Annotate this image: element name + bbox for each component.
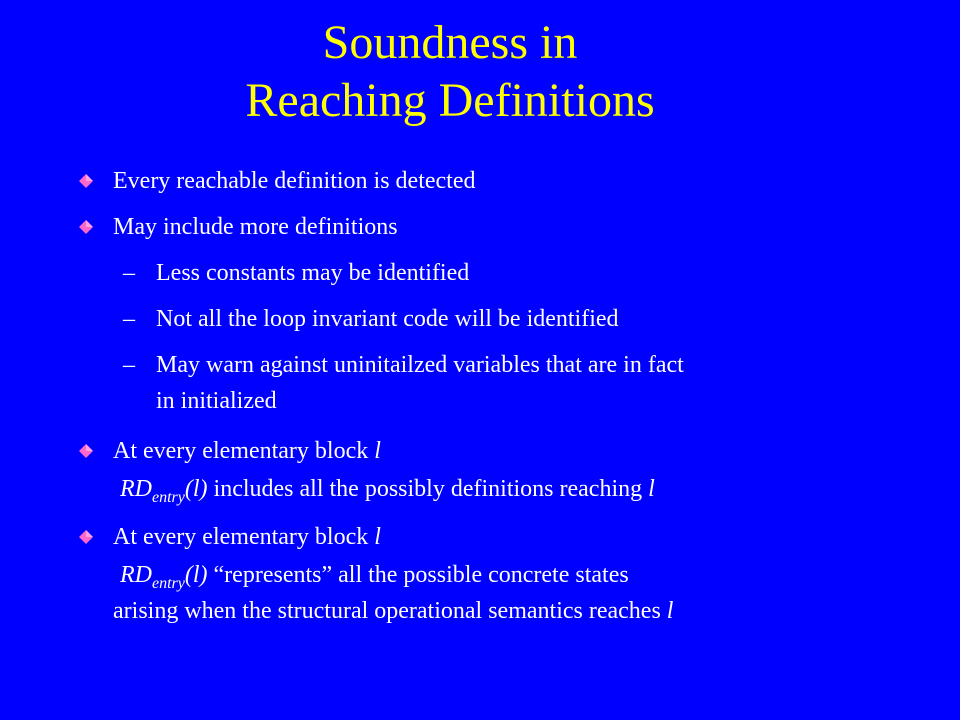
rd-arg: (l) [184,476,208,502]
diamond-bullet-icon [79,174,93,188]
sub-bullet-less-constants: Less constants may be identified [156,260,470,286]
diamond-bullet-icon [79,220,93,234]
bullet-elementary-block-2 [113,522,381,552]
bullet-text: At every elementary block [113,438,369,464]
diamond-bullet-icon [79,444,93,458]
label-l-end: l [648,476,655,502]
rd-symbol: RD [120,476,152,502]
rd-represents-text: “represents” all the possible concrete states [207,562,629,588]
entry-subscript: entry [152,489,185,506]
bullet-text: At every elementary block [113,524,369,550]
label-l-end: l [666,598,674,624]
sub-bullet-loop-invariant: Not all the loop invariant code will be identified [156,306,619,332]
title-line-2: Reaching Definitions [245,74,655,127]
rd-includes-text: includes all the possibly definitions reaching [207,476,649,502]
bullet-elementary-block-1 [113,436,381,466]
entry-subscript: entry [152,575,185,592]
bullet-rd-entry-includes [120,474,655,507]
arising-text: arising when the structural operational semantics reaches [113,598,667,624]
dash-marker: – [123,306,135,332]
rd-symbol: RD [120,562,152,588]
dash-marker: – [123,352,135,378]
bullet-may-include: May include more definitions [113,214,398,240]
bullet-arising-semantics [113,596,673,626]
label-l: l [374,438,381,464]
title-line-1: Soundness in [322,16,578,69]
bullet-rd-entry-represents [120,560,629,593]
dash-marker: – [123,260,135,286]
bullet-every-reachable: Every reachable definition is detected [113,168,476,194]
diamond-bullet-icon [79,530,93,544]
sub-bullet-may-warn: May warn against uninitailzed variables that are in fact [156,352,684,378]
label-l: l [374,524,381,550]
sub-bullet-may-warn-cont: in initialized [156,388,277,414]
rd-arg: (l) [184,562,208,588]
slide-title [0,14,900,130]
